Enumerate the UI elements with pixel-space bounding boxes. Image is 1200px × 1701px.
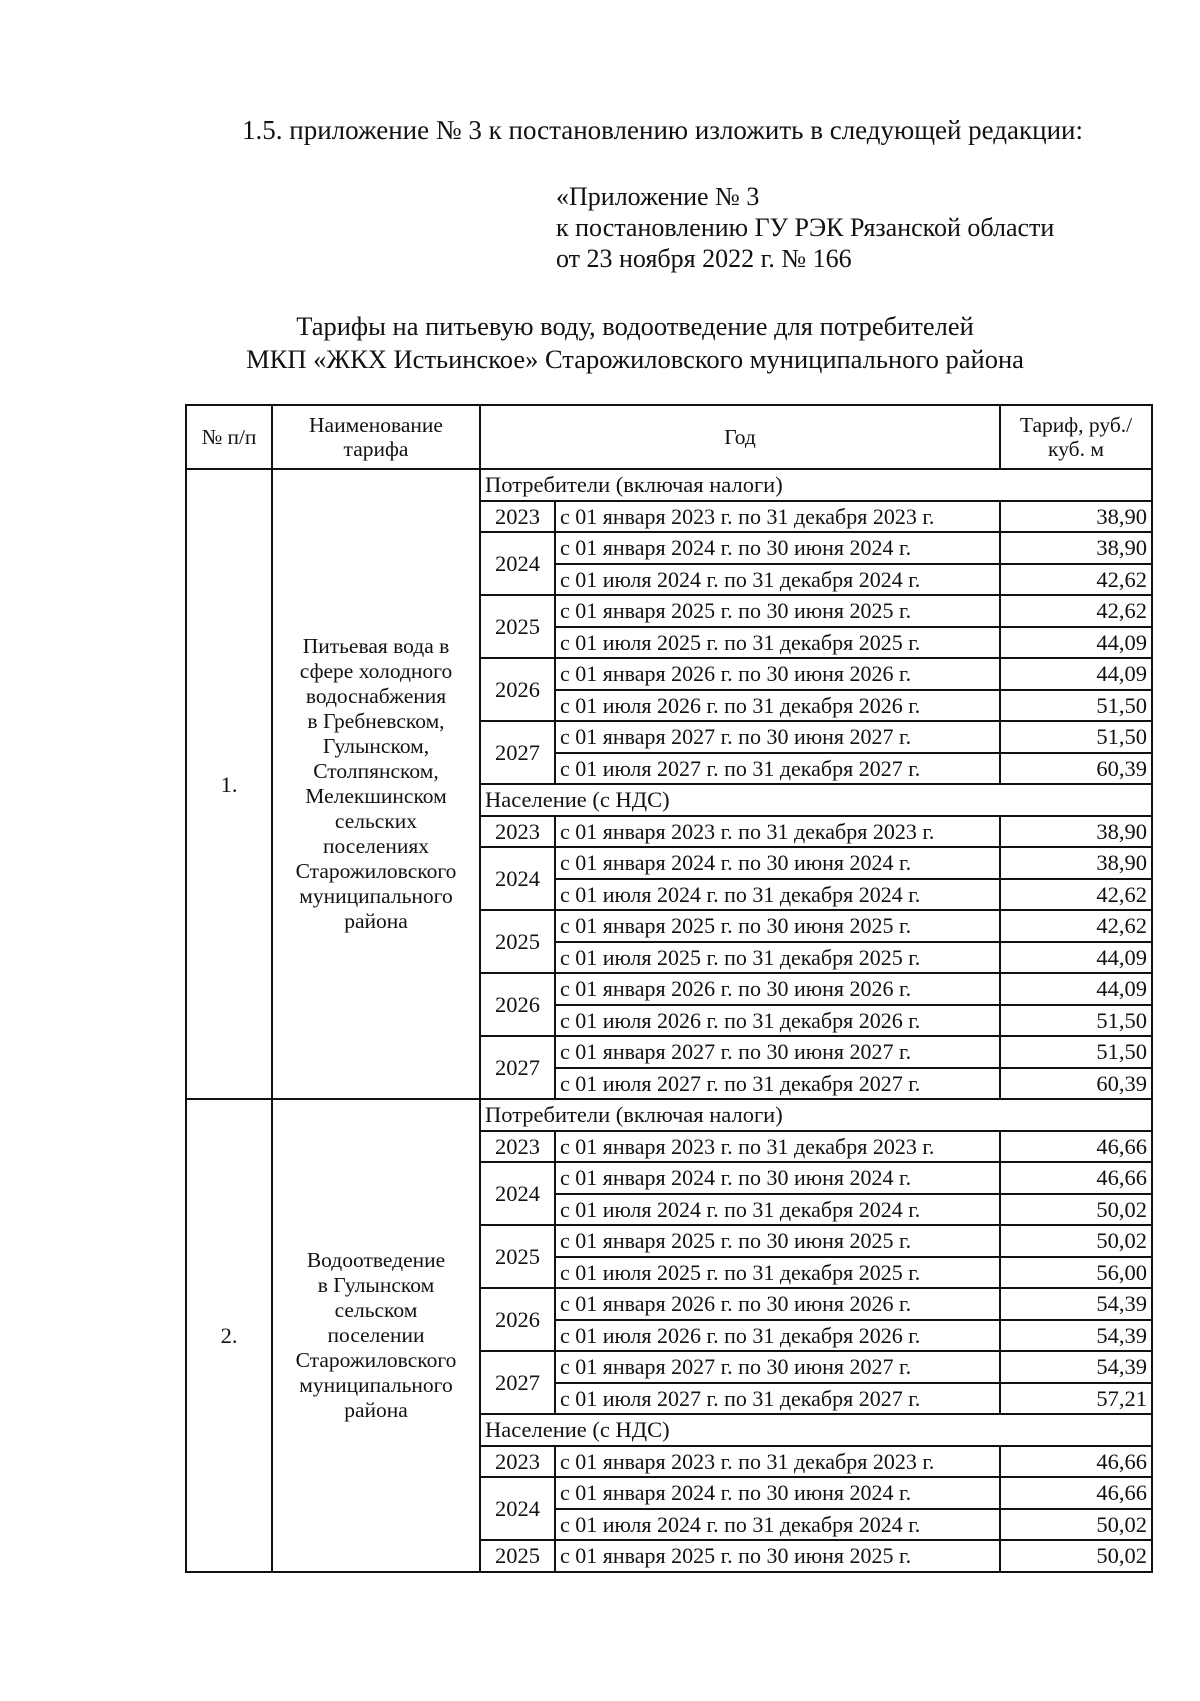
consumer-group-label: Потребители (включая налоги) xyxy=(480,469,1152,501)
section-number: 2. xyxy=(186,1099,272,1572)
period-cell: с 01 января 2027 г. по 30 июня 2027 г. xyxy=(555,1351,1000,1383)
year-cell: 2026 xyxy=(480,973,555,1036)
period-cell: с 01 января 2025 г. по 30 июня 2025 г. xyxy=(555,595,1000,627)
tariff-value: 60,39 xyxy=(1000,753,1152,785)
tariff-name xyxy=(272,469,480,1099)
year-cell: 2023 xyxy=(480,1131,555,1163)
period-cell: с 01 июля 2026 г. по 31 декабря 2026 г. xyxy=(555,1005,1000,1037)
period-cell: с 01 июля 2026 г. по 31 декабря 2026 г. xyxy=(555,1320,1000,1352)
tariff-name-line: сельском xyxy=(334,1297,418,1322)
tariff-value: 46,66 xyxy=(1000,1131,1152,1163)
appendix-line-3: от 23 ноября 2022 г. № 166 xyxy=(556,244,852,273)
tariff-name-line: Старожиловского xyxy=(295,1347,457,1372)
period-cell: с 01 января 2023 г. по 31 декабря 2023 г. xyxy=(555,816,1000,848)
year-cell: 2024 xyxy=(480,847,555,910)
tariff-table xyxy=(185,404,1153,1573)
header-tariff: Тариф, руб./куб. м xyxy=(1000,405,1152,469)
period-cell: с 01 января 2026 г. по 30 июня 2026 г. xyxy=(555,1288,1000,1320)
title-line-1: Тарифы на питьевую воду, водоотведение для потребителей xyxy=(296,311,974,341)
tariff-name-line: муниципального xyxy=(299,884,453,908)
tariff-name-line: муниципального xyxy=(299,1372,453,1397)
period-cell: с 01 января 2025 г. по 30 июня 2025 г. xyxy=(555,1225,1000,1257)
period-cell: с 01 июля 2027 г. по 31 декабря 2027 г. xyxy=(555,1068,1000,1100)
tariff-name-line: Старожиловского xyxy=(295,859,457,883)
tariff-name-line: Водоотведение xyxy=(306,1247,446,1272)
tariff-value: 46,66 xyxy=(1000,1446,1152,1478)
year-cell: 2024 xyxy=(480,1477,555,1540)
section-number: 1. xyxy=(186,469,272,1099)
tariff-value: 60,39 xyxy=(1000,1068,1152,1100)
tariff-value: 54,39 xyxy=(1000,1351,1152,1383)
tariff-value: 44,09 xyxy=(1000,658,1152,690)
year-cell: 2025 xyxy=(480,1225,555,1288)
tariff-value: 50,02 xyxy=(1000,1509,1152,1541)
tariff-value: 50,02 xyxy=(1000,1225,1152,1257)
year-cell: 2026 xyxy=(480,658,555,721)
tariff-value: 38,90 xyxy=(1000,847,1152,879)
year-cell: 2023 xyxy=(480,1446,555,1478)
period-cell: с 01 января 2023 г. по 31 декабря 2023 г. xyxy=(555,1131,1000,1163)
tariff-value: 51,50 xyxy=(1000,721,1152,753)
year-cell: 2023 xyxy=(480,501,555,533)
group-row xyxy=(186,469,1152,501)
table-header-row xyxy=(186,405,1152,469)
consumer-group-label: Потребители (включая налоги) xyxy=(480,1099,1152,1131)
tariff-name-line: Мелекшинском xyxy=(305,784,447,808)
year-cell: 2023 xyxy=(480,816,555,848)
period-cell: с 01 июля 2026 г. по 31 декабря 2026 г. xyxy=(555,690,1000,722)
tariff-name-line: Питьевая вода в xyxy=(302,634,450,658)
year-cell: 2024 xyxy=(480,532,555,595)
header-num: № п/п xyxy=(186,405,272,469)
tariff-value: 46,66 xyxy=(1000,1162,1152,1194)
period-cell: с 01 июля 2025 г. по 31 декабря 2025 г. xyxy=(555,942,1000,974)
period-cell: с 01 июля 2024 г. по 31 декабря 2024 г. xyxy=(555,1194,1000,1226)
tariff-value: 38,90 xyxy=(1000,501,1152,533)
year-cell: 2025 xyxy=(480,595,555,658)
period-cell: с 01 июля 2024 г. по 31 декабря 2024 г. xyxy=(555,879,1000,911)
year-cell: 2026 xyxy=(480,1288,555,1351)
tariff-value: 50,02 xyxy=(1000,1540,1152,1572)
title-line-2: МКП «ЖКХ Истьинское» Старожиловского муниципального района xyxy=(246,344,1024,374)
consumer-group-label: Население (с НДС) xyxy=(480,784,1152,816)
period-cell: с 01 июля 2025 г. по 31 декабря 2025 г. xyxy=(555,1257,1000,1289)
appendix-reference xyxy=(556,181,1054,274)
tariff-value: 54,39 xyxy=(1000,1288,1152,1320)
period-cell: с 01 января 2023 г. по 31 декабря 2023 г. xyxy=(555,501,1000,533)
tariff-name-line: сельских xyxy=(334,809,418,833)
period-cell: с 01 января 2027 г. по 30 июня 2027 г. xyxy=(555,1036,1000,1068)
tariff-value: 42,62 xyxy=(1000,564,1152,596)
period-cell: с 01 января 2024 г. по 30 июня 2024 г. xyxy=(555,1477,1000,1509)
tariff-value: 51,50 xyxy=(1000,1005,1152,1037)
group-row xyxy=(186,1099,1152,1131)
year-cell: 2024 xyxy=(480,1162,555,1225)
tariff-name-line: поселениях xyxy=(322,834,430,858)
tariff-value: 42,62 xyxy=(1000,910,1152,942)
tariff-value: 50,02 xyxy=(1000,1194,1152,1226)
tariff-value: 38,90 xyxy=(1000,816,1152,848)
period-cell: с 01 января 2026 г. по 30 июня 2026 г. xyxy=(555,658,1000,690)
consumer-group-label: Население (с НДС) xyxy=(480,1414,1152,1446)
header-year: Год xyxy=(480,405,1000,469)
year-cell: 2027 xyxy=(480,1036,555,1099)
tariff-name-line: Столпянском, xyxy=(313,759,439,783)
header-name: Наименование тарифа xyxy=(272,405,480,469)
period-cell: с 01 июля 2027 г. по 31 декабря 2027 г. xyxy=(555,1383,1000,1415)
period-cell: с 01 января 2024 г. по 30 июня 2024 г. xyxy=(555,847,1000,879)
tariff-name-line: водоснабжения xyxy=(305,684,447,708)
period-cell: с 01 января 2024 г. по 30 июня 2024 г. xyxy=(555,532,1000,564)
tariff-name-line: района xyxy=(344,1397,408,1422)
tariff-value: 56,00 xyxy=(1000,1257,1152,1289)
tariff-value: 44,09 xyxy=(1000,627,1152,659)
tariff-value: 44,09 xyxy=(1000,942,1152,974)
tariff-value: 38,90 xyxy=(1000,532,1152,564)
period-cell: с 01 июля 2024 г. по 31 декабря 2024 г. xyxy=(555,564,1000,596)
tariff-value: 46,66 xyxy=(1000,1477,1152,1509)
tariff-value: 42,62 xyxy=(1000,595,1152,627)
period-cell: с 01 января 2024 г. по 30 июня 2024 г. xyxy=(555,1162,1000,1194)
period-cell: с 01 января 2025 г. по 30 июня 2025 г. xyxy=(555,910,1000,942)
tariff-value: 51,50 xyxy=(1000,1036,1152,1068)
year-cell: 2025 xyxy=(480,1540,555,1572)
year-cell: 2027 xyxy=(480,721,555,784)
period-cell: с 01 июля 2025 г. по 31 декабря 2025 г. xyxy=(555,627,1000,659)
period-cell: с 01 января 2026 г. по 30 июня 2026 г. xyxy=(555,973,1000,1005)
tariff-value: 51,50 xyxy=(1000,690,1152,722)
tariff-table-body xyxy=(186,469,1152,1572)
tariff-name-line: района xyxy=(344,909,408,933)
year-cell: 2027 xyxy=(480,1351,555,1414)
tariff-name-line: поселении xyxy=(327,1322,425,1347)
tariff-value: 57,21 xyxy=(1000,1383,1152,1415)
appendix-line-2: к постановлению ГУ РЭК Рязанской области xyxy=(556,213,1055,242)
tariff-name-line: сфере холодного xyxy=(299,659,453,683)
intro-paragraph: 1.5. приложение № 3 к постановлению изложить в следующей редакции: xyxy=(242,115,1083,145)
appendix-line-1: «Приложение № 3 xyxy=(556,182,760,211)
tariff-value: 54,39 xyxy=(1000,1320,1152,1352)
document-title xyxy=(185,310,1085,376)
period-cell: с 01 января 2027 г. по 30 июня 2027 г. xyxy=(555,721,1000,753)
tariff-value: 44,09 xyxy=(1000,973,1152,1005)
period-cell: с 01 января 2023 г. по 31 декабря 2023 г. xyxy=(555,1446,1000,1478)
tariff-name-line: в Гулынском xyxy=(317,1272,435,1297)
year-cell: 2025 xyxy=(480,910,555,973)
tariff-name-line: Гулынском, xyxy=(322,734,430,758)
tariff-name xyxy=(272,1099,480,1572)
tariff-name-line: в Гребневском, xyxy=(307,709,445,733)
period-cell: с 01 июля 2027 г. по 31 декабря 2027 г. xyxy=(555,753,1000,785)
tariff-value: 42,62 xyxy=(1000,879,1152,911)
period-cell: с 01 января 2025 г. по 30 июня 2025 г. xyxy=(555,1540,1000,1572)
period-cell: с 01 июля 2024 г. по 31 декабря 2024 г. xyxy=(555,1509,1000,1541)
